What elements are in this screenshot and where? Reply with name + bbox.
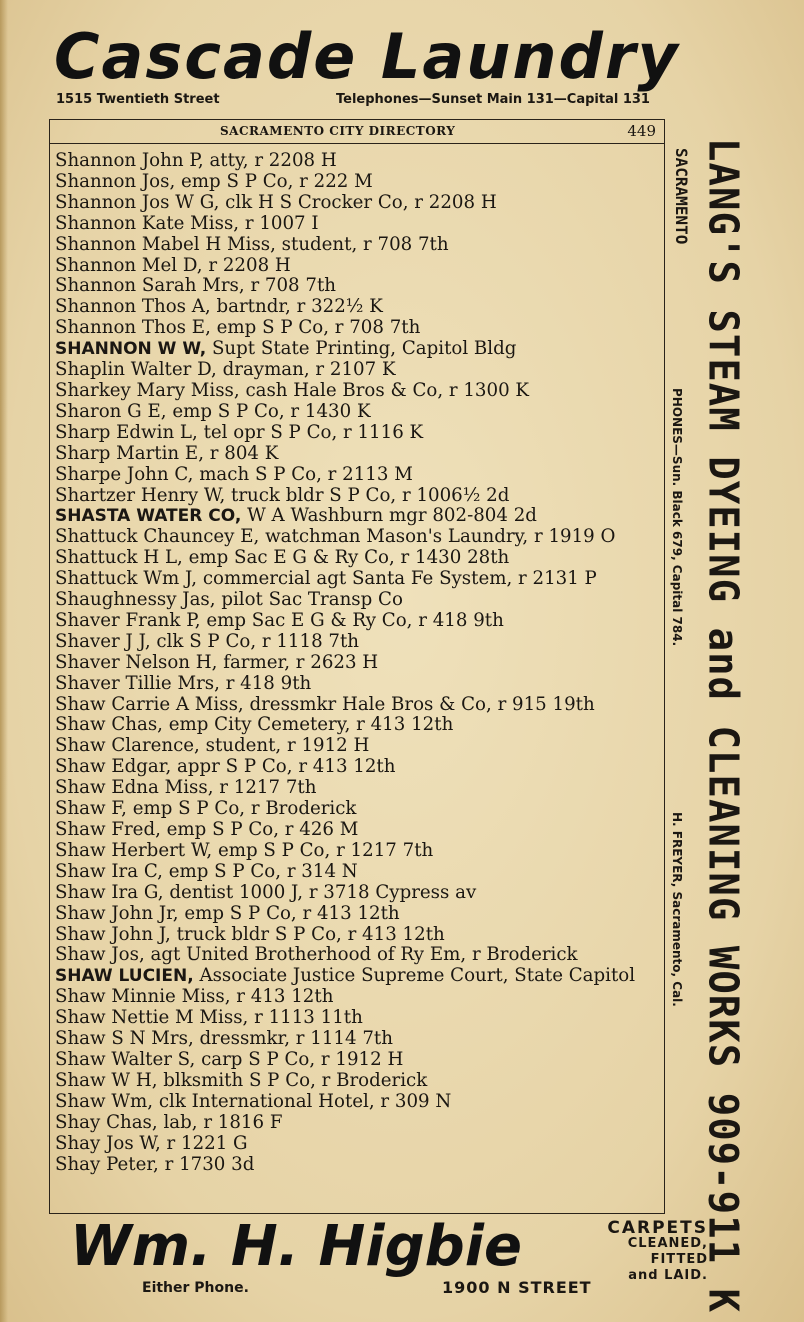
- carpets-line-1: CARPETS: [607, 1218, 708, 1238]
- entry-details: emp S P Co, r 314 N: [162, 860, 358, 882]
- directory-entry: [55, 339, 663, 360]
- entry-details: clk International Hotel, r 309 N: [153, 1090, 452, 1112]
- directory-entry: [55, 527, 663, 548]
- entry-name: Shaw Edna Miss,: [55, 777, 214, 799]
- directory-entry: [55, 1092, 663, 1113]
- entry-name: Shaw Jos,: [55, 944, 145, 966]
- entry-name: Shaw John J,: [55, 923, 171, 945]
- entry-details: r 1221 G: [160, 1132, 248, 1154]
- entry-name: Shattuck Wm J,: [55, 568, 198, 590]
- entry-name: Shannon Jos W G,: [55, 191, 220, 213]
- entry-name: Shannon Sarah Mrs,: [55, 275, 245, 297]
- directory-title: SACRAMENTO CITY DIRECTORY: [220, 124, 456, 138]
- entry-name: Shaw Ira G,: [55, 881, 164, 903]
- entry-name: Shay Peter,: [55, 1153, 159, 1175]
- entry-name: Sharp Edwin L,: [55, 421, 198, 443]
- entry-name: Shannon Kate Miss,: [55, 212, 240, 234]
- ad-address: 1515 Twentieth Street: [56, 92, 220, 107]
- side-ad-proprietor: H. FREYER, Sacramento, Cal.: [670, 812, 684, 1007]
- entry-name: Shaw F,: [55, 798, 127, 820]
- entry-name: SHAW LUCIEN,: [55, 966, 194, 987]
- entry-name: Shattuck H L,: [55, 547, 183, 569]
- entry-details: drayman, r 2107 K: [216, 359, 396, 381]
- entry-name: Shaver Nelson H,: [55, 651, 218, 673]
- entry-name: Shaw S N Mrs,: [55, 1028, 194, 1050]
- entry-name: Shaw Clarence,: [55, 735, 200, 757]
- entry-details: mach S P Co, r 2113 M: [193, 463, 413, 485]
- carpets-line-4: and LAID.: [628, 1268, 708, 1283]
- directory-entry: [55, 569, 663, 590]
- directory-entry: [55, 841, 663, 862]
- directory-entry: [55, 1113, 663, 1134]
- entry-details: truck bldr S P Co, r 1006½ 2d: [225, 484, 510, 506]
- directory-entry: [55, 883, 663, 904]
- directory-listing: [49, 119, 665, 1214]
- entry-details: tel opr S P Co, r 1116 K: [197, 421, 424, 443]
- entry-details: cash Hale Bros & Co, r 1300 K: [239, 379, 530, 401]
- entry-details: emp S P Co, r 708 7th: [210, 317, 421, 339]
- directory-entry: [55, 360, 663, 381]
- higbie-phone: Either Phone.: [142, 1280, 249, 1296]
- entry-details: r 413 12th: [230, 986, 334, 1008]
- carpets-blurb: [596, 1220, 708, 1284]
- directory-entry: [55, 151, 663, 172]
- directory-entry: [55, 590, 663, 611]
- entry-name: Shaver Tillie Mrs,: [55, 672, 220, 694]
- entry-name: Shay Jos W,: [55, 1132, 161, 1154]
- entry-name: Shaw Wm,: [55, 1090, 154, 1112]
- entry-name: SHASTA WATER CO,: [55, 506, 242, 527]
- ad-phones: Telephones—Sunset Main 131—Capital 131: [336, 92, 650, 107]
- entry-details: carp S P Co, r 1912 H: [195, 1048, 404, 1070]
- directory-entry: [55, 1050, 663, 1071]
- entry-details: dressmkr, r 1114 7th: [193, 1028, 393, 1050]
- entry-details: clk H S Crocker Co, r 2208 H: [219, 191, 497, 213]
- directory-entry: [55, 297, 663, 318]
- directory-entry: [55, 736, 663, 757]
- entry-details: W A Washburn mgr 802-804 2d: [241, 505, 537, 527]
- entry-details: emp S P Co, r 222 M: [175, 170, 373, 192]
- entry-details: r 1007 I: [239, 212, 319, 234]
- directory-entry: [55, 256, 663, 277]
- entry-details: r 2208 H: [202, 254, 291, 276]
- directory-entry: [55, 987, 663, 1008]
- entry-name: Shaw Chas,: [55, 714, 163, 736]
- entry-details: emp S P Co, r 1217 7th: [212, 839, 434, 861]
- directory-entry: [55, 966, 661, 987]
- directory-entry: [55, 381, 663, 402]
- higbie-ad: [0, 1212, 804, 1322]
- directory-entry: [55, 423, 663, 444]
- langs-steam-dyeing-ad: LANG'S STEAM DYEING and CLEANING WORKS 909-911 K: [698, 138, 747, 1314]
- entry-details: Supt State Printing, Capitol Bldg: [206, 338, 517, 360]
- directory-entry: [55, 1071, 663, 1092]
- carpets-line-2: CLEANED,: [627, 1236, 708, 1251]
- higbie-name: Wm. H. Higbie: [70, 1214, 522, 1279]
- directory-entry: [55, 548, 663, 569]
- entry-details: r 708 7th: [244, 275, 337, 297]
- entry-name: Shaver J J,: [55, 630, 151, 652]
- entry-details: emp City Cemetery, r 413 12th: [162, 714, 454, 736]
- directory-header: [50, 120, 664, 144]
- entry-name: Sharpe John C,: [55, 463, 194, 485]
- entry-details: pilot Sac Transp Co: [215, 589, 403, 611]
- directory-entry: [55, 904, 663, 925]
- entry-details: farmer, r 2623 H: [217, 651, 379, 673]
- directory-entry: [55, 862, 663, 883]
- directory-entry: [55, 1008, 663, 1029]
- entry-name: Shannon Jos,: [55, 170, 176, 192]
- entry-name: Shannon Thos E,: [55, 317, 211, 339]
- directory-entry: [55, 778, 663, 799]
- entry-details: lab, r 1816 F: [157, 1111, 283, 1133]
- entry-name: Shaw Edgar,: [55, 756, 172, 778]
- entry-name: Shaw W H,: [55, 1069, 158, 1091]
- entry-details: emp S P Co, r 426 M: [160, 819, 359, 840]
- entry-details: emp Sac E G & Ry Co, r 418 9th: [200, 609, 504, 631]
- entry-name: Shaw Minnie Miss,: [55, 986, 231, 1008]
- entry-name: Shartzer Henry W,: [55, 484, 226, 506]
- entry-details: student, r 708 7th: [275, 233, 449, 255]
- entry-name: Sharkey Mary Miss,: [55, 379, 240, 401]
- page-number: 449: [627, 122, 656, 140]
- entry-details: r 804 K: [203, 442, 279, 464]
- directory-entry: [55, 193, 663, 214]
- entry-details: dentist 1000 J, r 3718 Cypress av: [163, 881, 477, 903]
- entry-details: emp S P Co, r Broderick: [126, 798, 357, 820]
- entry-details: Associate Justice Supreme Court, State Capitol: [193, 965, 636, 987]
- entry-details: watchman Mason's Laundry, r 1919 O: [259, 526, 616, 548]
- ad-title: Cascade Laundry: [54, 20, 680, 93]
- directory-entry: [55, 757, 663, 778]
- directory-entry: [55, 925, 663, 946]
- entry-name: Shaw Ira C,: [55, 860, 163, 882]
- directory-entry: [55, 632, 663, 653]
- higbie-address: 1900 N STREET: [442, 1278, 592, 1297]
- entry-name: Shannon Thos A,: [55, 296, 211, 318]
- entry-details: r 418 9th: [219, 672, 312, 694]
- directory-entry: [55, 820, 663, 841]
- entry-details: emp Sac E G & Ry Co, r 1430 28th: [182, 547, 510, 569]
- entry-name: Shaw Fred,: [55, 819, 161, 840]
- directory-entry: [55, 318, 663, 339]
- directory-entry: [55, 172, 663, 193]
- entry-details: r 1217 7th: [213, 777, 317, 799]
- directory-entry: [55, 799, 663, 820]
- entry-name: Sharon G E,: [55, 400, 167, 422]
- entry-details: student, r 1912 H: [199, 735, 370, 757]
- entry-name: Shaw John Jr,: [55, 902, 179, 924]
- entry-name: Shattuck Chauncey E,: [55, 526, 260, 548]
- side-ad-phones: PHONES—Sun. Black 679, Capital 784.: [670, 388, 684, 647]
- directory-entry: [55, 653, 663, 674]
- directory-entry: [55, 674, 663, 695]
- entry-name: Shay Chas,: [55, 1111, 158, 1133]
- entry-name: Shaver Frank P,: [55, 609, 201, 631]
- entry-details: atty, r 2208 H: [203, 150, 337, 171]
- directory-entry: [55, 444, 663, 465]
- entry-details: commercial agt Santa Fe System, r 2131 P: [197, 568, 597, 590]
- directory-entry: [55, 1134, 663, 1155]
- entry-name: Shaw Carrie A Miss,: [55, 693, 244, 715]
- entry-name: Shaw Herbert W,: [55, 839, 213, 861]
- entry-details: r 1113 11th: [248, 1007, 363, 1029]
- entry-name: Shannon John P,: [55, 150, 204, 171]
- entry-name: Shannon Mel D,: [55, 254, 203, 276]
- directory-entry: [55, 486, 663, 507]
- entry-details: blksmith S P Co, r Broderick: [157, 1069, 428, 1091]
- entry-name: Shaplin Walter D,: [55, 359, 217, 381]
- directory-entry: [55, 695, 663, 716]
- directory-entry: [55, 945, 663, 966]
- directory-entry: [55, 506, 663, 527]
- entry-details: dressmkr Hale Bros & Co, r 915 19th: [243, 693, 595, 715]
- directory-entry: [55, 235, 663, 256]
- cascade-laundry-ad: [54, 20, 704, 107]
- directory-entry: [55, 611, 663, 632]
- directory-entry: [55, 402, 663, 423]
- side-ad-city: SACRAMENTO: [672, 148, 691, 245]
- directory-entry: [55, 276, 663, 297]
- directory-entry: [55, 1155, 663, 1176]
- entry-name: Shaw Nettie M Miss,: [55, 1007, 249, 1029]
- entry-details: agt United Brotherhood of Ry Em, r Broderick: [144, 944, 578, 966]
- directory-entry: [55, 465, 663, 486]
- carpets-line-3: FITTED: [650, 1252, 708, 1267]
- entry-details: truck bldr S P Co, r 413 12th: [170, 923, 445, 945]
- entry-name: SHANNON W W,: [55, 339, 207, 360]
- directory-entry: [55, 214, 663, 235]
- directory-entry: [55, 715, 663, 736]
- entry-details: r 1730 3d: [158, 1153, 255, 1175]
- page-edge-shadow: [0, 0, 8, 1322]
- entry-list: [55, 151, 663, 1175]
- entry-details: emp S P Co, r 1430 K: [166, 400, 371, 422]
- entry-name: Shannon Mabel H Miss,: [55, 233, 276, 255]
- entry-name: Shaughnessy Jas,: [55, 589, 216, 611]
- entry-name: Sharp Martin E,: [55, 442, 204, 464]
- entry-details: clk S P Co, r 1118 7th: [150, 630, 360, 652]
- entry-details: appr S P Co, r 413 12th: [171, 756, 396, 778]
- entry-name: Shaw Walter S,: [55, 1048, 196, 1070]
- entry-details: emp S P Co, r 413 12th: [178, 902, 400, 924]
- directory-entry: [55, 1029, 663, 1050]
- entry-details: bartndr, r 322½ K: [210, 296, 383, 318]
